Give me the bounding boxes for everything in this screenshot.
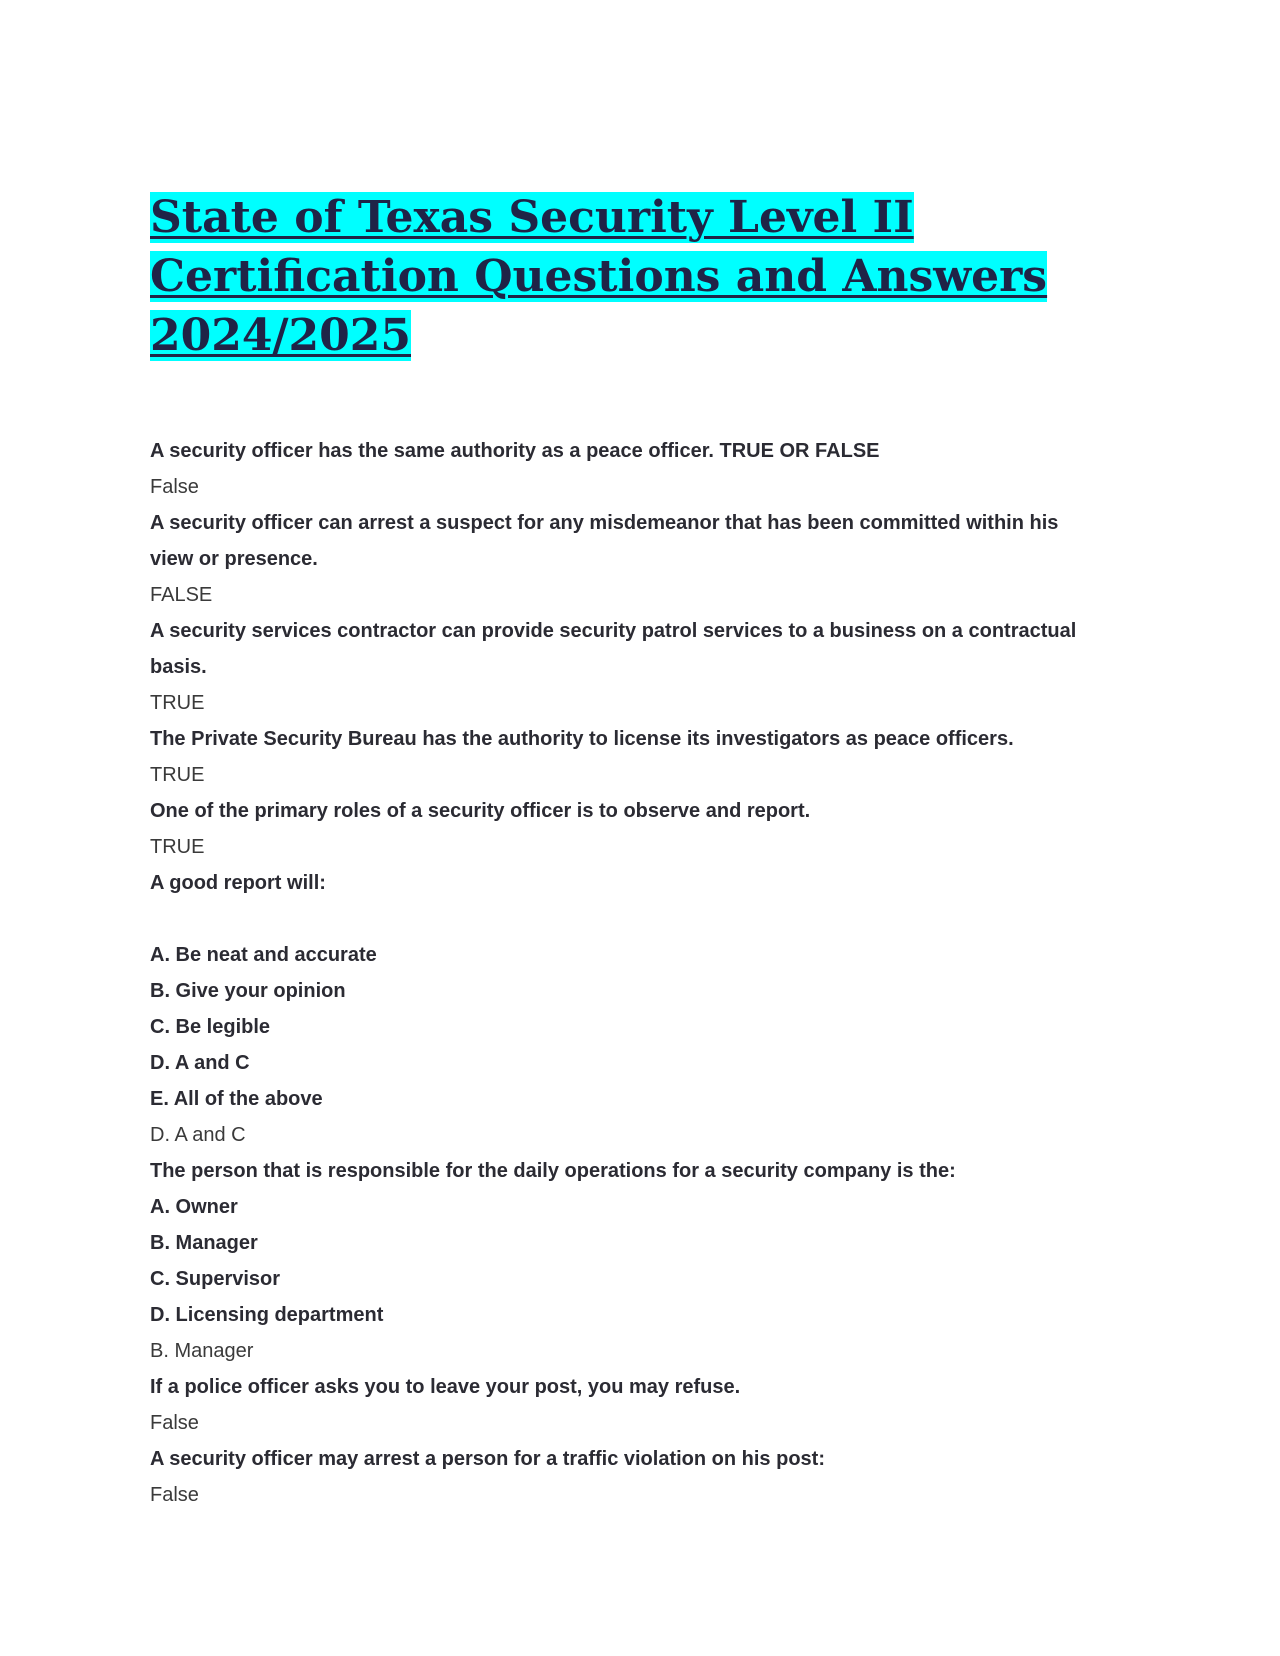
answer-text: False — [150, 476, 199, 498]
answer-text: False — [150, 1484, 199, 1506]
question-text: basis. — [150, 656, 207, 678]
answer-option: C. Supervisor — [150, 1268, 281, 1290]
question-text: A security officer has the same authority as a peace officer. TRUE OR FALSE — [150, 440, 880, 462]
qa-list — [150, 433, 1130, 1513]
answer-option: D. Licensing department — [150, 1304, 384, 1326]
answer-option: A. Owner — [150, 1196, 238, 1218]
answer-text: D. A and C — [150, 1124, 246, 1146]
answer-text: B. Manager — [150, 1340, 254, 1362]
question-text: A security officer may arrest a person for a traffic violation on his post: — [150, 1448, 825, 1470]
qa-item — [150, 433, 1130, 505]
qa-item — [150, 793, 1130, 865]
question-text: If a police officer asks you to leave your post, you may refuse. — [150, 1376, 741, 1398]
answer-option: A. Be neat and accurate — [150, 944, 377, 966]
qa-item — [150, 1369, 1130, 1441]
qa-item — [150, 1153, 1130, 1369]
answer-text: TRUE — [150, 836, 205, 858]
answer-option: C. Be legible — [150, 1016, 271, 1038]
document-title — [150, 188, 1130, 365]
question-text: view or presence. — [150, 548, 318, 570]
answer-text: TRUE — [150, 692, 205, 714]
qa-item — [150, 613, 1130, 721]
question-text: A good report will: — [150, 872, 326, 894]
answer-text: False — [150, 1412, 199, 1434]
answer-option: B. Give your opinion — [150, 980, 346, 1002]
answer-option: B. Manager — [150, 1232, 258, 1254]
title-line: Certification Questions and Answers — [150, 251, 1048, 302]
question-text: The Private Security Bureau has the authority to license its investigators as peace officers. — [150, 728, 1014, 750]
title-line: 2024/2025 — [150, 310, 411, 361]
qa-item — [150, 865, 1130, 1153]
qa-item — [150, 505, 1130, 613]
question-text: The person that is responsible for the daily operations for a security company is the: — [150, 1160, 956, 1182]
qa-item — [150, 721, 1130, 793]
blank-line — [150, 901, 1130, 937]
answer-option: D. A and C — [150, 1052, 250, 1074]
answer-text: TRUE — [150, 764, 205, 786]
answer-text: FALSE — [150, 584, 213, 606]
question-text: A security officer can arrest a suspect for any misdemeanor that has been committed within his — [150, 512, 1059, 534]
qa-item — [150, 1441, 1130, 1513]
document-page — [150, 188, 1130, 1513]
question-text: One of the primary roles of a security officer is to observe and report. — [150, 800, 811, 822]
title-line: State of Texas Security Level II — [150, 192, 914, 243]
question-text: A security services contractor can provide security patrol services to a business on a contractual — [150, 620, 1077, 642]
answer-option: E. All of the above — [150, 1088, 323, 1110]
